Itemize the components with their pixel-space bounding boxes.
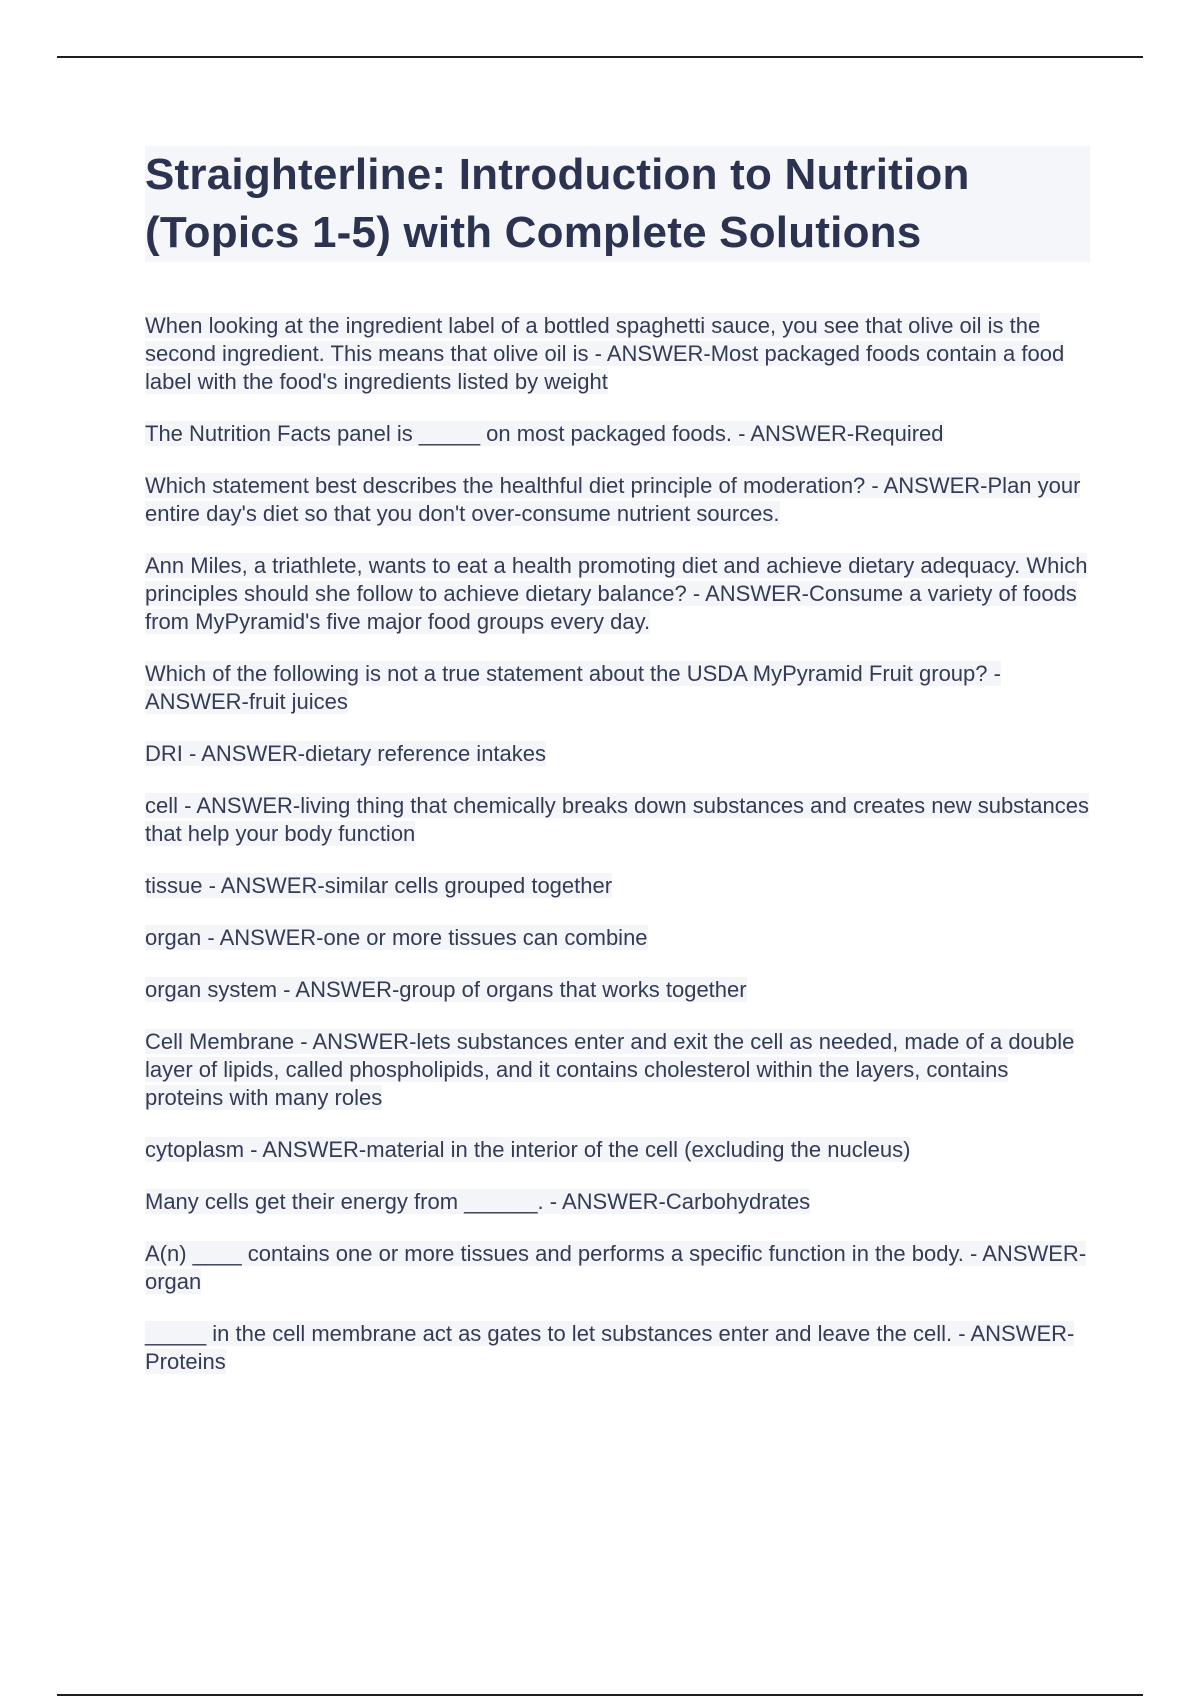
qa-item (145, 1028, 1090, 1112)
qa-item (145, 1188, 1090, 1216)
qa-item (145, 792, 1090, 848)
qa-text: Many cells get their energy from ______. - ANSWER-Carbohydrates (145, 1189, 811, 1214)
qa-text: organ system - ANSWER-group of organs that works together (145, 977, 747, 1002)
qa-text: cytoplasm - ANSWER-material in the interior of the cell (excluding the nucleus) (145, 1137, 911, 1162)
qa-text: Which statement best describes the healthful diet principle of moderation? - ANSWER-Plan your entire day's diet so that you don't over-consume nutrient sources. (145, 473, 1081, 526)
qa-text: The Nutrition Facts panel is _____ on most packaged foods. - ANSWER-Required (145, 421, 944, 446)
title-block (145, 146, 1090, 262)
qa-item (145, 1240, 1090, 1296)
qa-item (145, 872, 1090, 900)
qa-item (145, 420, 1090, 448)
qa-item (145, 312, 1090, 396)
qa-text: Which of the following is not a true statement about the USDA MyPyramid Fruit group? - ANSWER-fruit juices (145, 661, 1001, 714)
qa-item (145, 1320, 1090, 1376)
qa-text: _____ in the cell membrane act as gates to let substances enter and leave the cell. - ANSWER-Proteins (145, 1321, 1075, 1374)
qa-item (145, 472, 1090, 528)
qa-text: organ - ANSWER-one or more tissues can combine (145, 925, 648, 950)
qa-item (145, 740, 1090, 768)
qa-text: cell - ANSWER-living thing that chemically breaks down substances and creates new substances that help your body function (145, 793, 1090, 846)
qa-text: tissue - ANSWER-similar cells grouped together (145, 873, 613, 898)
qa-text: Ann Miles, a triathlete, wants to eat a health promoting diet and achieve dietary adequacy. Which principles should she follow to achieve dietary balance? - ANSWER-Consume a variety of foods from MyPyramid's five major food groups every day. (145, 553, 1088, 634)
qa-item (145, 924, 1090, 952)
qa-text: DRI - ANSWER-dietary reference intakes (145, 741, 547, 766)
qa-item (145, 552, 1090, 636)
bottom-rule (57, 1694, 1143, 1696)
qa-item (145, 976, 1090, 1004)
qa-text: A(n) ____ contains one or more tissues and performs a specific function in the body. - ANSWER-organ (145, 1241, 1087, 1294)
qa-text: When looking at the ingredient label of a bottled spaghetti sauce, you see that olive oil is the second ingredient. This means that olive oil is - ANSWER-Most packaged foods contain a food label with the food's ingredients listed by weight (145, 313, 1065, 394)
document-title: Straighterline: Introduction to Nutrition (Topics 1-5) with Complete Solutions (145, 150, 970, 257)
top-rule (57, 56, 1143, 58)
qa-item (145, 1136, 1090, 1164)
qa-list (145, 312, 1090, 1400)
qa-text: Cell Membrane - ANSWER-lets substances enter and exit the cell as needed, made of a double layer of lipids, called phospholipids, and it contains cholesterol within the layers, contains proteins with many roles (145, 1029, 1075, 1110)
qa-item (145, 660, 1090, 716)
